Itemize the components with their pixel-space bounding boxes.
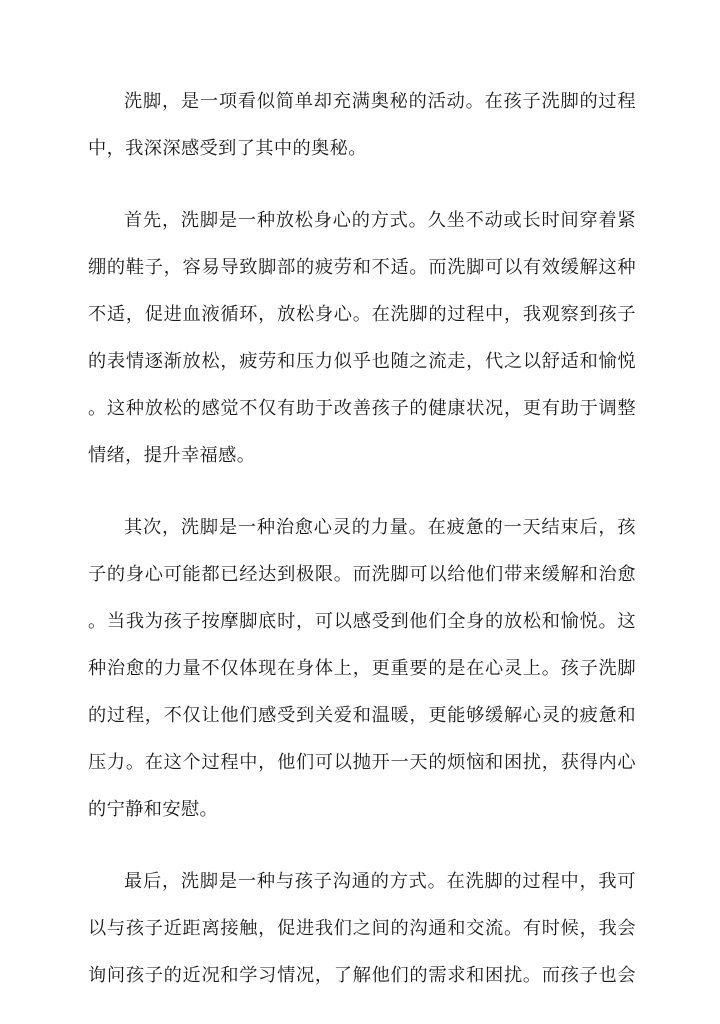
text-line: 。当我为孩子按摩脚底时，可以感受到他们全身的放松和愉悦。这: [88, 611, 636, 632]
paragraph-communication: [88, 858, 636, 999]
text-line: 情绪，提升幸福感。: [88, 445, 256, 466]
text-line: 其次，洗脚是一种治愈心灵的力量。在疲惫的一天结束后，孩: [124, 517, 636, 538]
text-line: 不适，促进血液循环，放松身心。在洗脚的过程中，我观察到孩子: [88, 304, 636, 325]
text-line: 绷的鞋子，容易导致脚部的疲劳和不适。而洗脚可以有效缓解这种: [88, 257, 636, 278]
text-line: 种治愈的力量不仅体现在身体上，更重要的是在心灵上。孩子洗脚: [88, 658, 636, 679]
text-line: 首先，洗脚是一种放松身心的方式。久坐不动或长时间穿着紧: [124, 210, 636, 231]
text-line: 中，我深深感受到了其中的奥秘。: [88, 138, 367, 159]
text-line: 洗脚，是一项看似简单却充满奥秘的活动。在孩子洗脚的过程: [124, 91, 636, 112]
text-line: 。这种放松的感觉不仅有助于改善孩子的健康状况，更有助于调整: [88, 398, 636, 419]
text-line: 的表情逐渐放松，疲劳和压力似乎也随之流走，代之以舒适和愉悦: [88, 351, 636, 372]
text-line: 压力。在这个过程中，他们可以抛开一天的烦恼和困扰，获得内心: [88, 752, 636, 773]
paragraph-intro: [88, 78, 636, 172]
text-line: 以与孩子近距离接触，促进我们之间的沟通和交流。有时候，我会: [88, 918, 636, 939]
text-line: 最后，洗脚是一种与孩子沟通的方式。在洗脚的过程中，我可: [124, 871, 636, 892]
text-line: 子的身心可能都已经达到极限。而洗脚可以给他们带来缓解和治愈: [88, 564, 636, 585]
document-page: [88, 78, 636, 1024]
paragraph-healing: [88, 504, 636, 833]
text-line: 的宁静和安慰。: [88, 799, 219, 820]
text-line: 的过程，不仅让他们感受到关爱和温暖，更能够缓解心灵的疲惫和: [88, 705, 636, 726]
text-line: 询问孩子的近况和学习情况，了解他们的需求和困扰。而孩子也会: [88, 965, 636, 986]
paragraph-relaxation: [88, 197, 636, 479]
